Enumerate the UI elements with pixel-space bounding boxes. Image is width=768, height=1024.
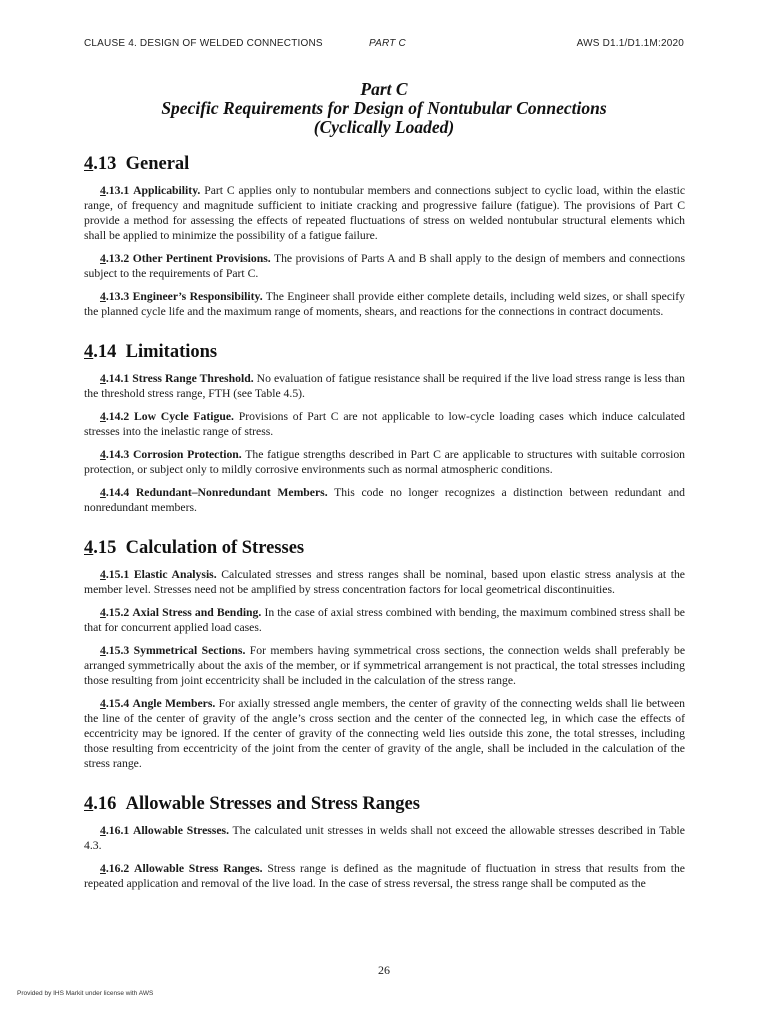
part-title-line2: Specific Requirements for Design of Nontubular Connections (161, 98, 607, 118)
paragraph-title: Angle Members. (132, 697, 216, 710)
paragraph-spacer (84, 688, 685, 696)
paragraph-number (100, 184, 129, 197)
paragraph-spacer (84, 635, 685, 643)
section-heading (84, 341, 685, 363)
paragraph-number-underlined: 4 (100, 644, 106, 657)
paragraph-title: Symmetrical Sections. (133, 644, 246, 657)
paragraph-number (100, 824, 129, 837)
paragraph-number-underlined: 4 (100, 290, 106, 303)
paragraph-number-underlined: 4 (100, 568, 106, 581)
paragraph-number (100, 252, 129, 265)
section-number-underlined: 4 (84, 342, 94, 362)
section-spacer (84, 515, 685, 537)
paragraph-title: Low Cycle Fatigue. (133, 410, 234, 423)
part-title-line1: Part C (360, 79, 408, 99)
section-number: .15 (93, 538, 117, 558)
section-number-underlined: 4 (84, 794, 94, 814)
part-title (84, 80, 684, 137)
paragraph-title: Allowable Stresses. (132, 824, 230, 837)
paragraph-text: In the case of axial stress combined with bending, the maximum combined stress shall be that for concurrent applied load cases. (84, 606, 685, 634)
paragraph-title: Redundant–Nonredundant Members. (135, 486, 328, 499)
paragraph (84, 183, 685, 243)
paragraph-number (100, 290, 129, 303)
paragraph-title: Stress Range Threshold. (132, 372, 254, 385)
paragraph-number-underlined: 4 (100, 486, 106, 499)
paragraph (84, 696, 685, 771)
provided-by-note: Provided by IHS Markit under license with AWS (17, 990, 154, 997)
paragraph-title: Corrosion Protection. (132, 448, 242, 461)
section-number: .14 (93, 342, 117, 362)
paragraph-number (100, 486, 129, 499)
paragraph (84, 567, 685, 597)
paragraph-spacer (84, 477, 685, 485)
paragraph-number-rest: .14.1 (105, 372, 130, 385)
paragraph-text: The fatigue strengths described in Part C are applicable to structures with suitable corrosion protection, or subject only to mildly corrosive environments such as normal atmospheric conditions. (84, 448, 686, 476)
paragraph-title: Elastic Analysis. (133, 568, 217, 581)
paragraph-number-rest: .15.4 (105, 697, 130, 710)
paragraph (84, 371, 685, 401)
section-title: Calculation of Stresses (125, 538, 305, 558)
paragraph (84, 823, 685, 853)
heading-spacer (84, 559, 685, 567)
paragraph-number-rest: .13.2 (105, 252, 130, 265)
paragraph-text: Calculated stresses and stress ranges shall be nominal, based upon elastic stress analysis at the member level. Stresses need not be amplified by stress concentration factors for local geometrical discontinuities. (84, 568, 685, 596)
paragraph (84, 643, 685, 688)
paragraph-number-underlined: 4 (100, 824, 106, 837)
section-number: .16 (93, 794, 117, 814)
document-body (84, 153, 685, 891)
section-title: Allowable Stresses and Stress Ranges (125, 794, 420, 814)
header-part: PART C (369, 38, 406, 49)
paragraph (84, 605, 685, 635)
paragraph-number-rest: .14.2 (105, 410, 130, 423)
page-number: 26 (378, 963, 390, 977)
section-number-underlined: 4 (84, 538, 94, 558)
section-heading (84, 793, 685, 815)
paragraph-title: Applicability. (133, 184, 201, 197)
paragraph-spacer (84, 243, 685, 251)
paragraph (84, 289, 685, 319)
paragraph-number (100, 697, 129, 710)
paragraph-number-underlined: 4 (100, 606, 106, 619)
paragraph-title: Other Pertinent Provisions. (132, 252, 271, 265)
part-title-line3: (Cyclically Loaded) (313, 117, 455, 137)
paragraph-number (100, 372, 129, 385)
section-title: General (125, 154, 190, 174)
paragraph-title: Allowable Stress Ranges. (134, 862, 263, 875)
paragraph-number-rest: .14.4 (105, 486, 130, 499)
paragraph (84, 447, 685, 477)
paragraph-spacer (84, 597, 685, 605)
paragraph-number (100, 862, 129, 875)
paragraph (84, 251, 685, 281)
paragraph-number-rest: .13.3 (105, 290, 130, 303)
paragraph-text: For members having symmetrical cross sections, the connection welds shall preferably be arranged symmetrically about the axis of the member, or if symmetrical arrangement is not practical, the total stresses including those resulting from joint eccentricity shall be included in the calculation of the stress range. (84, 644, 686, 687)
paragraph-number (100, 644, 129, 657)
heading-spacer (84, 175, 685, 183)
paragraph-number (100, 568, 129, 581)
paragraph-number-rest: .14.3 (105, 448, 130, 461)
paragraph-title: Axial Stress and Bending. (132, 606, 262, 619)
header-standard: AWS D1.1/D1.1M:2020 (576, 38, 684, 49)
paragraph-number-underlined: 4 (100, 862, 106, 875)
header-clause: CLAUSE 4. DESIGN OF WELDED CONNECTIONS (84, 38, 323, 49)
paragraph-text: Part C applies only to nontubular members and connections subject to cyclic load, within the elastic range, of frequency and magnitude sufficient to initiate cracking and progressive failure (fatigue). The provisions of Part C provide a method for assessing the effects of repeated fluctuations of stress on welded nontubular structural elements which shall be applied to minimize the possibility of a fatigue failure. (84, 184, 686, 242)
paragraph (84, 409, 685, 439)
heading-spacer (84, 815, 685, 823)
section-number-underlined: 4 (84, 154, 94, 174)
paragraph-number-underlined: 4 (100, 697, 106, 710)
paragraph (84, 861, 685, 891)
paragraph-number-underlined: 4 (100, 448, 106, 461)
paragraph-number-underlined: 4 (100, 372, 106, 385)
paragraph-spacer (84, 853, 685, 861)
paragraph-number-underlined: 4 (100, 252, 106, 265)
paragraph-text: The Engineer shall provide either complete details, including weld sizes, or shall specify the planned cycle life and the maximum range of moments, shears, and reactions for the connections in contract documents. (84, 290, 685, 318)
section-heading (84, 153, 685, 175)
paragraph-text: Stress range is defined as the magnitude of fluctuation in stress that results from the repeated application and removal of the live load. In the case of stress reversal, the stress range shall be computed as the (84, 862, 685, 890)
section-spacer (84, 771, 685, 793)
section-spacer (84, 319, 685, 341)
paragraph-number-rest: .15.3 (105, 644, 130, 657)
paragraph-spacer (84, 439, 685, 447)
paragraph-number-rest: .13.1 (105, 184, 130, 197)
paragraph-number (100, 448, 129, 461)
paragraph-number-underlined: 4 (100, 184, 106, 197)
paragraph-number-rest: .16.1 (105, 824, 130, 837)
paragraph-title: Engineer’s Responsibility. (132, 290, 263, 303)
paragraph-text: The provisions of Parts A and B shall apply to the design of members and connections subject to the requirements of Part C. (84, 252, 685, 280)
section-number: .13 (93, 154, 117, 174)
heading-spacer (84, 363, 685, 371)
paragraph (84, 485, 685, 515)
paragraph-number (100, 410, 129, 423)
paragraph-text: No evaluation of fatigue resistance shall be required if the live load stress range is less than the threshold stress range, FTH (see Table 4.5). (84, 372, 686, 400)
paragraph-text: For axially stressed angle members, the center of gravity of the connecting welds shall lie between the line of the center of gravity of the angle’s cross section and the center of the connected leg, in which case the effects of eccentricity may be ignored. If the center of gravity of the connecting weld lies outside this zone, the total stresses, including those resulting from eccentricity of the joint from the center of gravity of the angle, shall be included in the calculation of the stress range. (84, 697, 686, 770)
paragraph-number-rest: .15.1 (105, 568, 130, 581)
section-heading (84, 537, 685, 559)
paragraph-text: The calculated unit stresses in welds shall not exceed the allowable stresses described in Table 4.3. (84, 824, 685, 852)
paragraph-number-rest: .15.2 (105, 606, 130, 619)
section-title: Limitations (125, 342, 218, 362)
paragraph-number (100, 606, 129, 619)
paragraph-spacer (84, 281, 685, 289)
paragraph-number-underlined: 4 (100, 410, 106, 423)
paragraph-number-rest: .16.2 (105, 862, 130, 875)
paragraph-spacer (84, 401, 685, 409)
paragraph-text: Provisions of Part C are not applicable to low-cycle loading cases which induce calculated stresses into the inelastic range of stress. (84, 410, 686, 438)
paragraph-text: This code no longer recognizes a distinction between redundant and nonredundant members. (84, 486, 686, 514)
